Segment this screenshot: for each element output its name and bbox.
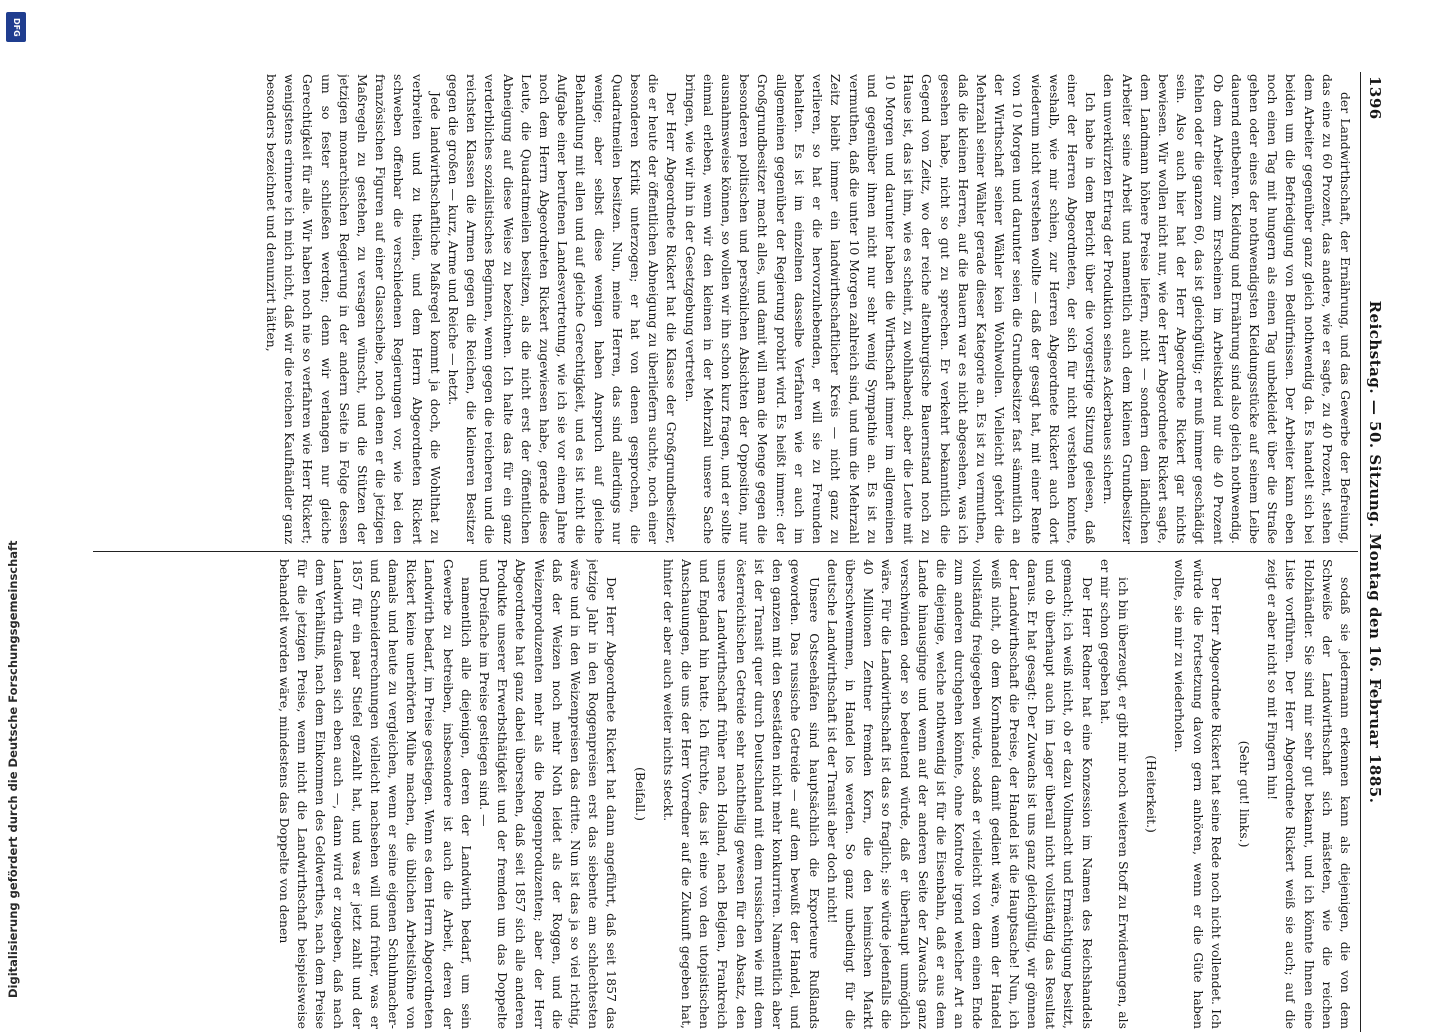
left-column	[92, 74, 1354, 544]
paragraph: Unsere Ostseehäfen sind hauptsächlich die Exporteure Rußlands geworden. Das russische Getreide — auf dem bewußt der Handel, und den ganzen mit den Seestädten nicht mehr konkurriren. Namentlich aber ist der Transit quer durch Deutschland mit dem russischen wie mit dem österreichischen Getreide sehr nachtheilig gewesen für den Absatz, den unsere Landwirthschaft früher nach Holland, nach Belgien, Frankreich und England hin hatte. Ich fürchte, das ist eine von den utopistischen Anschauungen, die uns der Herr Vorredner auf die Zukunft gegeben hat, hinter der aber auch weiter nichts steckt.	[660, 559, 822, 1029]
dfg-logo: DFG	[6, 12, 26, 42]
paragraph: Ich habe in dem Bericht über die vorgestrige Sitzung gelesen, daß einer der Herren Abgeordneten, der sich für nicht verstehen konnte, weshalb, wie mir schien, zur Herren Abgeordnete Rickert auch dort wiederum nicht verstehen wollte — daß der gesagt hat, mit einer Rente von 10 Morgen und darunter seien die Grundbesitzer fast sämmtlich an der Wirthschaft seiner Wähler kein Wohlwollen. Vielleicht gehört die Mehrzahl seiner Wähler gerade dieser Kategorie an. Es ist zu vermuthen, daß die kleinen Herren, auf die Bauern war es nicht abgesehen, was ich gesehen habe, nicht so gut zu sprechen. Er verkehrt bekanntlich die Gegend von Zeitz, wo der reiche altenburgische Bauernstand noch zu Hause ist, das ist ihm, wie es scheint, zu wohlhabend; aber die Leute mit 10 Morgen und darunter haben die Wirthschaft immer im allgemeinen und gegenüber ihnen nicht nur sehr wenig Sympathie an. Es ist zu vermuthen, daß die unter 10 Morgen zahlreich sind, und um die Mehrzahl Zeitz bleibt immer ein landwirthschaftlicher Kreis — nicht ganz zu verlieren, so hat er die hervorzuhebenden, er will sie zu Freunden behalten. Es ist im einzelnen dasselbe Verfahren wie er auch im allgemeinen gegenüber der Regierung probirt wird. Es heißt immer: der Großgrundbesitzer macht alles, und damit will man die Menge gegen die besonderen politischen und persönlichen Absichten der Opposition, nur ausnahmsweise können, so wollen wir ihn schon kurz fragen, und er sollte einmal erleben, wenn wir den kleinen in der Mehrzahl unsere Sache bringen, wie wir ihn in der Gesetzgebung vertreten.	[682, 74, 1099, 544]
page-title: Reichstag. — 50. Sitzung. Montag den 16. Februar 1885.	[1366, 300, 1384, 804]
header-rule	[1360, 72, 1361, 1032]
page-header	[1364, 72, 1386, 1032]
paragraph: Jede landwirthschaftliche Maßregel kommt ja doch, die Wohlthat zu verbreiten und zu theilen, und dem Herrn Abgeordneten Rickert schweben offenbar die verschiedenen Regierungen vor, wie bei den französischen Figuren auf einer Glasscheibe, noch denen er die jetzigen Maßregeln zu gestehen, zu versagen wünscht, und die Stützen der jetzigen monarchischen Regierung in der andern Seite in Folge dessen um so fester schließen werden; denn wir verlangen nur gleiche Gerechtigkeit für alle. Wir haben noch nie so verfahren wie Herr Rickert; wenigstens erinnere ich mich nicht, daß wir die reichen Kaufhändler ganz besonders bezeichnet und denunzirt hätten,	[264, 74, 443, 544]
page-number: 1396	[1366, 76, 1384, 120]
credit-text: Digitalisierung gefördert durch die Deutsche Forschungsgemeinschaft	[6, 540, 20, 998]
interjection: (Sehr gut! links.)	[1236, 740, 1252, 848]
paragraph: Der Herr Redner hat eine Konzession im Namen des Reichshandels gemacht; ich weiß nicht, ob er dazu Vollmacht und Ermächtigung besitzt, und ob überhaupt auch im Lager überall nicht vollständig das Resultat daraus. Er hat gesagt: Der Zuwachs ist uns ganz gleichgültig, wir gönnen der Landwirthschaft die Preise, der Handel ist die Hauptsache! Nun, ich weiß nicht, ob dem Kornhandel damit gedient wäre, wenn der Handel vollständig freigegeben würde, sodaß er vielleicht von dem einen Ende zum anderen durchgehen könnte, ohne Kontrole irgend welcher Art an die diejenige, welche nothwendig ist für die Eisenbahn, daß er aus dem Lande hinausginge und wenn auf der anderen Seite der Zuwachs ganz verschwinden oder so bedeutend würde, daß er überhaupt unmöglich wäre. Für die Landwirthschaft ist das so fraglich; sie würde jedenfalls die 40 Millionen Zentner fremden Korn, die den heimischen Markt überschwemmen, in Handel los werden. So ganz unbedingt für die deutsche Landwirthschaft ist der Transit aber doch nicht!	[824, 559, 1095, 1029]
column-divider	[93, 551, 1358, 552]
paragraph: Der Herr Abgeordnete Rickert hat seine Rede noch nicht vollendet. Ich würde die Fortsetzung davon gern anhören, wenn er die Güte haben wollte, sie mir zu wiederholen.	[1172, 559, 1224, 1029]
rotated-page	[86, 72, 1386, 1032]
digitization-credit	[3, 17, 27, 1000]
interjection: (Beifall.)	[632, 767, 648, 821]
paragraph: Der Herr Abgeordnete Rickert hat die Klasse der Großgrundbesitzer, die er heute der öffentlichen Abneigung zu überliefern suchte, noch einer besonderen Kritik unterzogen; er hat von denen gesprochen, die Quadratmeilen besitzen. Nun, meine Herren, das sind allerdings nur wenige; aber selbst diese wenigen haben Anspruch auf gleiche Behandlung mit allen und auf gleiche Gerechtigkeit, und es ist nicht die Aufgabe einer berufenen Landesvertretung, wie ich sie vor einem Jahre noch dem Herrn Abgeordneten Rickert zugewiesen habe, gerade diese Leute, die Quadratmeilen besitzen, als die nicht erst der öffentlichen Abneigung auf diese Weise zu bezeichnen. Ich halte das für ein ganz verderbliches sozialistisches Beginnen, wenn gegen die reicheren und die reichsten Klassen die Armen gegen die Reichen, die kleineren Besitzer gegen die großen — kurz, Arme und Reiche — hetzt.	[446, 74, 680, 544]
paragraph: namentlich alle diejenigen, deren der Landwirth bedarf, um sein Gewerbe zu betreiben, insbesondere ist auch die Arbeit, deren der Landwirth bedarf, im Preise gestiegen. Wenn es dem Herrn Abgeordneten Rickert keine unerhörten Mühe machen, die üblichen Arbeitslöhne von damals und heute zu vergleichen, wenn er seine eigenen Schuhmacher- und Schneiderrechnungen vielleicht nachsehen will und früher, was er 1857 für ein paar Stiefel gezahlt hat, und was er jetzt zahlt und der Landwirth draußen sich eben auch —, dann wird er zugeben, daß nach dem Verhältniß, nach dem Einkommen des Geldwerthes, nach dem Preise für die jetzigen Preise, wenn nicht die Landwirthschaft beispielsweise behandelt worden wäre, mindestens das Doppelte von denen	[276, 559, 474, 1029]
paragraph: sodaß sie jedermann erkennen kann als diejenigen, die von dem Schweiße der Landwirthschaft sich mästeten, wie die reichen Holzhändler. Sie sind mir sehr gut bekannt, und ich könnte Ihnen eine Liste vorführen. Der Herr Abgeordnete Rickert weiß sie auch; auf die zeigt er aber nicht so mit Fingern hin!	[1265, 559, 1353, 1029]
paragraph: Der Herr Abgeordnete Rickert hat dann angeführt, daß seit 1857 das jetzige Jahr in den Roggenpreisen erst das siebente am schlechtesten wäre und in den Weizenpreisen das dritte. Nun ist das ja so viel richtig, daß der Weizen noch mehr Noth leidet als der Roggen, und die Weizenproduzenten mehr als die Roggenproduzenten; aber der Herr Abgeordnete hat ganz dabei übersehen, daß seit 1857 sich alle anderen Produkte unserer Erwerbsthätigkeit und der fremden um das Doppelte und Dreifache im Preise gestiegen sind. —	[477, 559, 620, 1029]
paragraph: der Landwirthschaft, der Ernährung, und das Gewerbe der Befreiung, das eine zu 60 Prozent, das andere, wie er sagte, zu 40 Prozent, stehen dem Arbeiter gegenüber ganz gleich nothwendig da. Es handelt sich bei beiden um die Befriedigung von Bedürfnissen. Der Arbeiter kann eben noch einen Tag mit hungern als einen Tag unbekleidet über die Straße gehen oder eines der nothwendigsten Kleidungsstücke auf seinem Leibe dauernd entbehren. Kleidung und Ernährung sind also gleich nothwendig. Ob dem Arbeiter zum Erscheinen im Arbeitskleid nur die 40 Prozent fehlen oder die ganzen 60, das ist gleichgültig; er muß immer geschädigt sein. Also auch hier hat der Herr Abgeordnete Rickert gar nichts bewiesen. Wir wollen nicht nur, wie der Herr Abgeordnete Rickert sagte, dem Landmann höhere Preise liefern, nicht — sondern dem ländlichen Arbeiter seine Arbeit und namentlich auch dem kleinen Grundbesitzer den unverkürzten Ertrag der Produktion seines Ackerbaues sichern.	[1101, 74, 1353, 544]
paragraph: ich bin überzeugt, er gibt mir noch weiteren Stoff zu Erwiderungen, als er mir schon gegeben hat.	[1097, 559, 1131, 1029]
right-column	[92, 559, 1354, 1029]
interjection: (Heiterkeit.)	[1144, 755, 1160, 833]
